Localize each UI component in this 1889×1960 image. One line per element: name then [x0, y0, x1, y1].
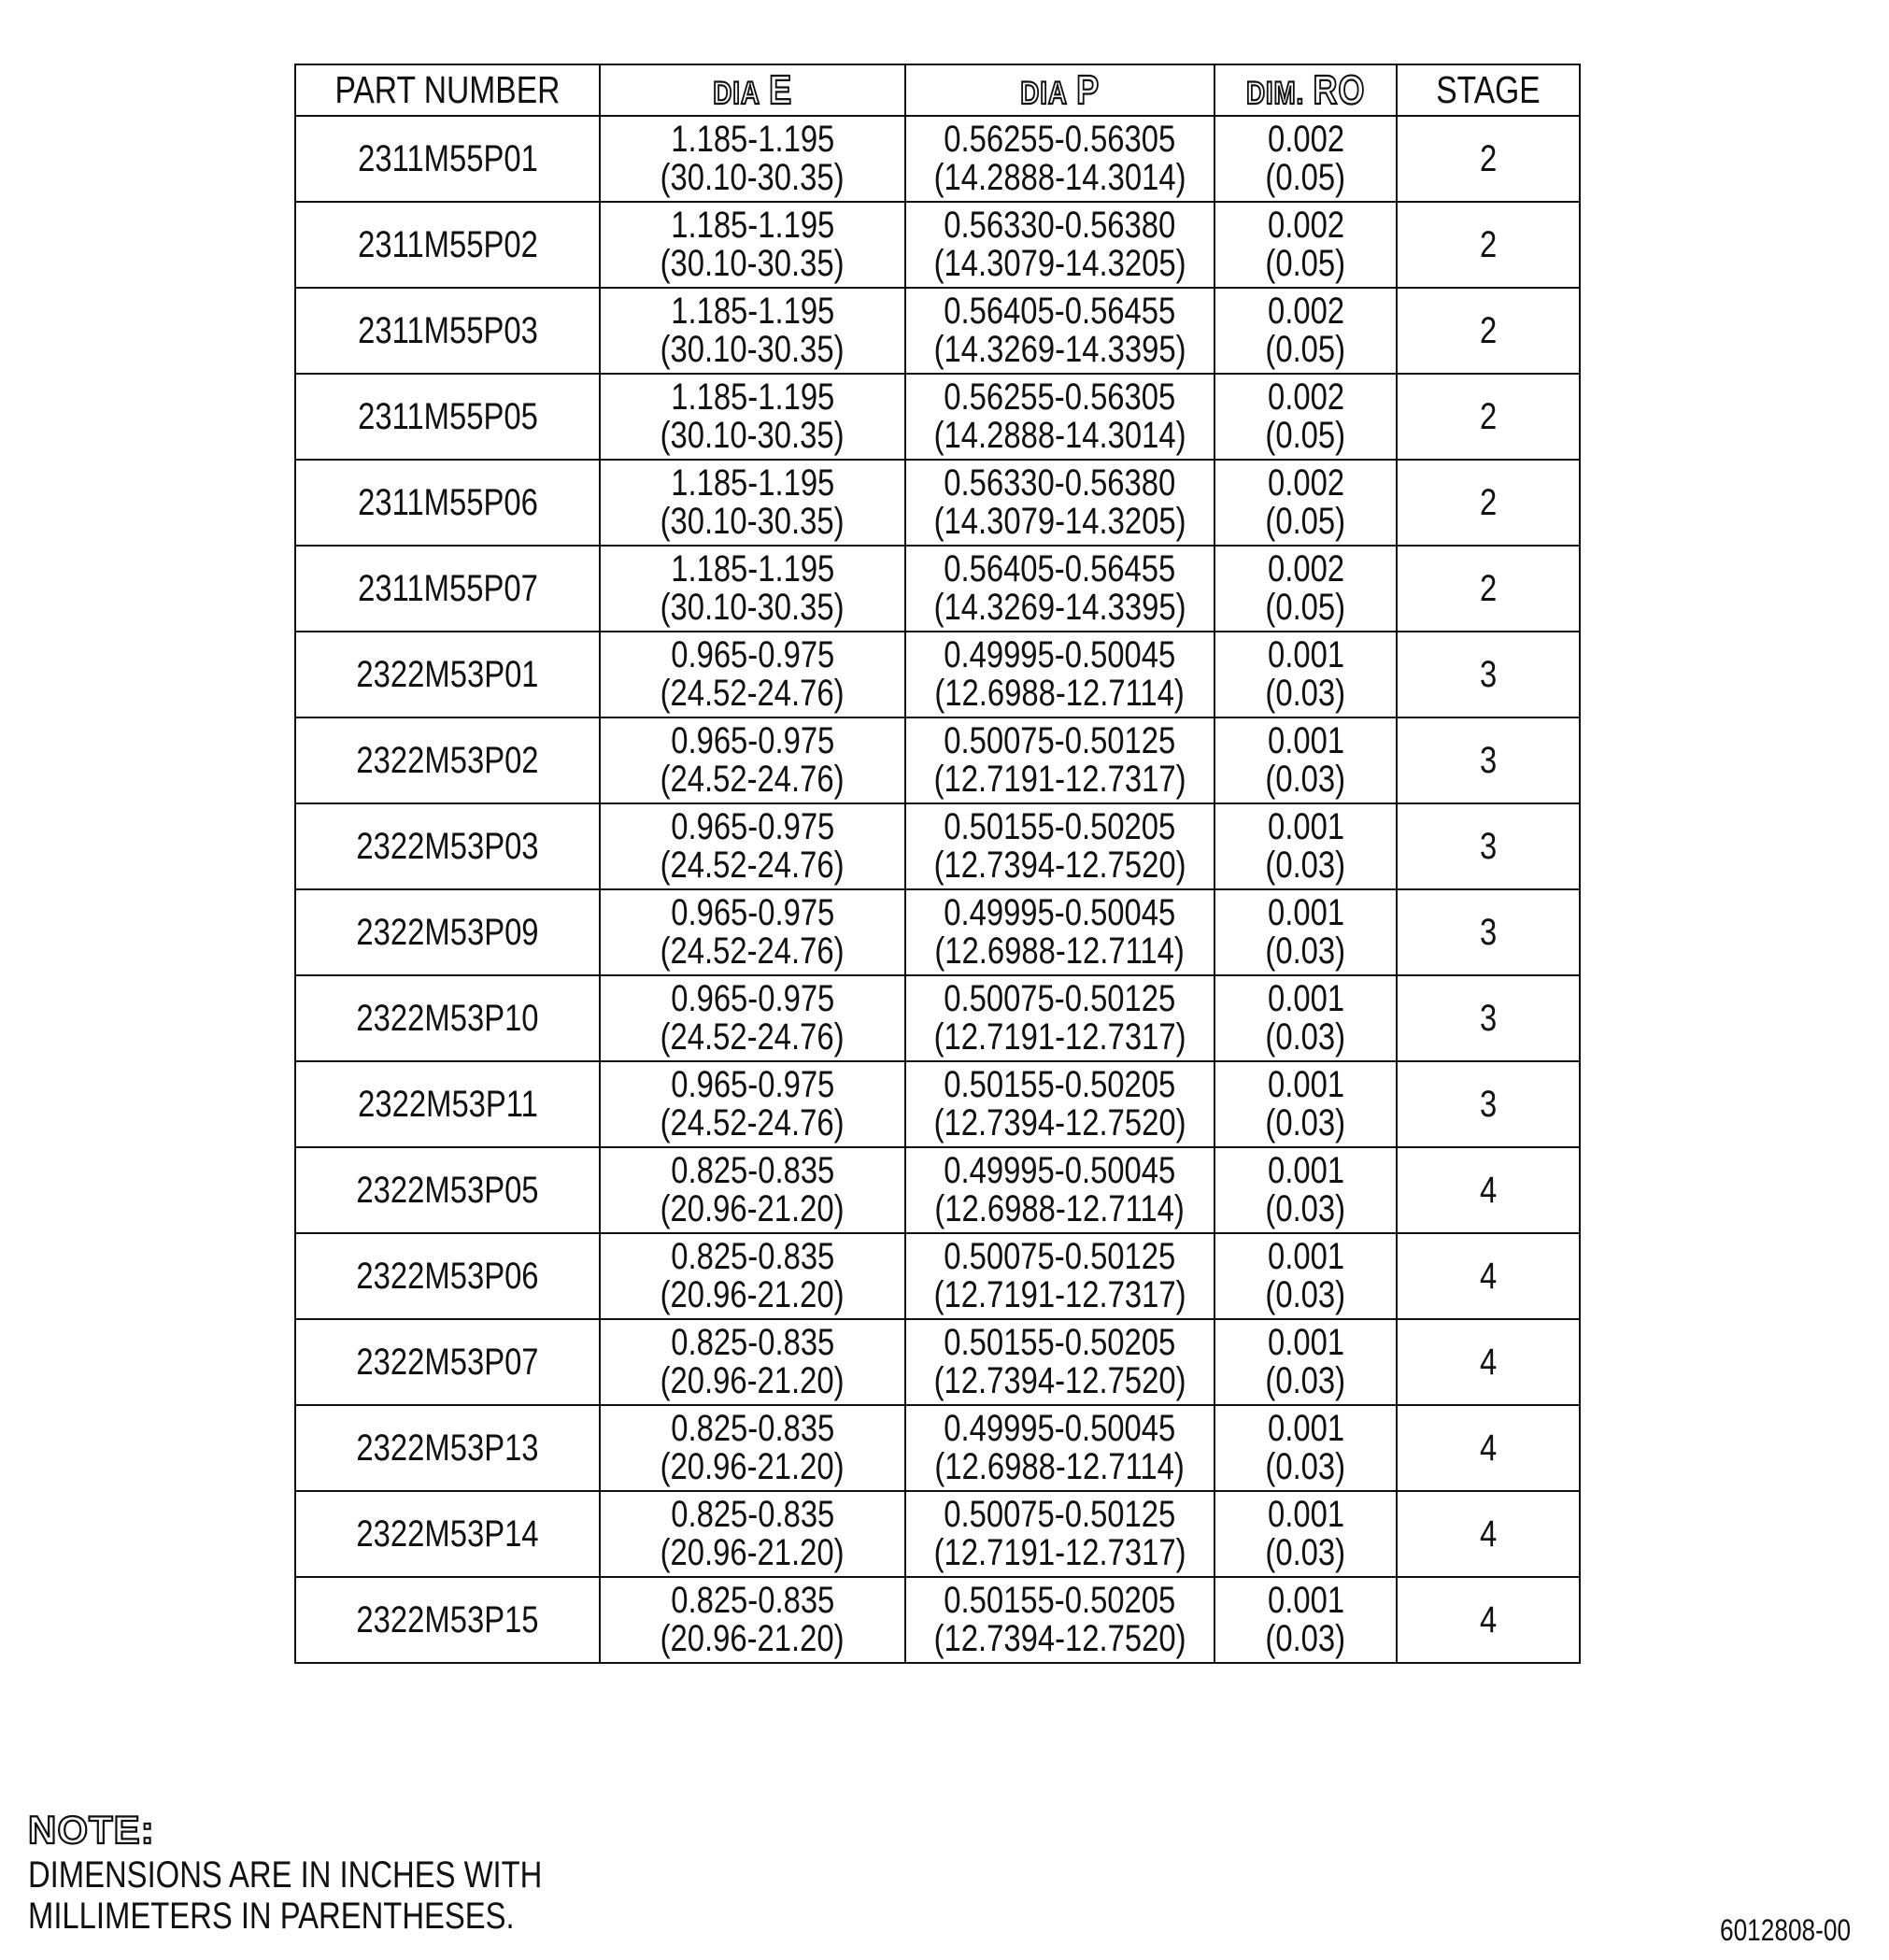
cell-dia-p: 0.50155-0.50205 (12.7394-12.7520)	[905, 803, 1214, 889]
cell-dim-ro: 0.001 (0.03)	[1214, 1061, 1397, 1147]
cell-stage: 2	[1397, 202, 1580, 288]
note-block	[28, 1810, 655, 1937]
header-dia-p-prefix: DIA	[1020, 75, 1068, 111]
cell-part-number: 2322M53P11	[295, 1061, 600, 1147]
cell-dia-e: 0.965-0.975 (24.52-24.76)	[600, 1061, 905, 1147]
cell-stage: 4	[1397, 1405, 1580, 1491]
cell-dia-e: 1.185-1.195 (30.10-30.35)	[600, 116, 905, 202]
cell-part-number: 2322M53P06	[295, 1233, 600, 1319]
cell-stage: 4	[1397, 1233, 1580, 1319]
cell-stage: 2	[1397, 546, 1580, 632]
cell-dia-p: 0.56330-0.56380 (14.3079-14.3205)	[905, 202, 1214, 288]
cell-dim-ro: 0.001 (0.03)	[1214, 717, 1397, 803]
cell-dia-e: 0.825-0.835 (20.96-21.20)	[600, 1233, 905, 1319]
cell-part-number: 2322M53P03	[295, 803, 600, 889]
cell-dia-p: 0.50155-0.50205 (12.7394-12.7520)	[905, 1061, 1214, 1147]
cell-dim-ro: 0.002 (0.05)	[1214, 202, 1397, 288]
cell-dia-p: 0.49995-0.50045 (12.6988-12.7114)	[905, 1405, 1214, 1491]
cell-stage: 3	[1397, 975, 1580, 1061]
cell-dim-ro: 0.002 (0.05)	[1214, 374, 1397, 460]
cell-dia-e: 0.825-0.835 (20.96-21.20)	[600, 1405, 905, 1491]
cell-dia-e: 0.825-0.835 (20.96-21.20)	[600, 1147, 905, 1233]
cell-dia-e: 0.965-0.975 (24.52-24.76)	[600, 975, 905, 1061]
cell-part-number: 2322M53P01	[295, 632, 600, 717]
cell-dia-e: 1.185-1.195 (30.10-30.35)	[600, 460, 905, 546]
table-row	[295, 1319, 1580, 1405]
table-header-row	[295, 64, 1580, 116]
cell-part-number: 2322M53P05	[295, 1147, 600, 1233]
table-row	[295, 546, 1580, 632]
cell-dia-e: 1.185-1.195 (30.10-30.35)	[600, 546, 905, 632]
table-row	[295, 1233, 1580, 1319]
cell-dim-ro: 0.001 (0.03)	[1214, 632, 1397, 717]
cell-dia-e: 0.825-0.835 (20.96-21.20)	[600, 1491, 905, 1577]
cell-dia-p: 0.50155-0.50205 (12.7394-12.7520)	[905, 1577, 1214, 1663]
cell-dia-p: 0.56255-0.56305 (14.2888-14.3014)	[905, 374, 1214, 460]
cell-stage: 2	[1397, 460, 1580, 546]
cell-part-number: 2322M53P07	[295, 1319, 600, 1405]
cell-dia-p: 0.49995-0.50045 (12.6988-12.7114)	[905, 632, 1214, 717]
cell-dim-ro: 0.002 (0.05)	[1214, 116, 1397, 202]
cell-dim-ro: 0.001 (0.03)	[1214, 889, 1397, 975]
cell-dia-p: 0.56405-0.56455 (14.3269-14.3395)	[905, 546, 1214, 632]
table-row	[295, 803, 1580, 889]
dimensions-table	[294, 64, 1581, 1664]
drawing-id: 6012808-00	[1720, 1913, 1852, 1947]
cell-dia-p: 0.56405-0.56455 (14.3269-14.3395)	[905, 288, 1214, 374]
cell-dia-e: 1.185-1.195 (30.10-30.35)	[600, 288, 905, 374]
table-row	[295, 632, 1580, 717]
header-dia-e-prefix: DIA	[713, 75, 760, 111]
table-row	[295, 975, 1580, 1061]
cell-dia-p: 0.49995-0.50045 (12.6988-12.7114)	[905, 889, 1214, 975]
note-line-1: DIMENSIONS ARE IN INCHES WITH	[28, 1854, 543, 1896]
header-dim-ro	[1214, 64, 1397, 116]
table-row	[295, 202, 1580, 288]
table-row	[295, 1061, 1580, 1147]
cell-dim-ro: 0.001 (0.03)	[1214, 803, 1397, 889]
cell-stage: 3	[1397, 717, 1580, 803]
table-row	[295, 374, 1580, 460]
cell-part-number: 2322M53P13	[295, 1405, 600, 1491]
cell-dia-e: 0.825-0.835 (20.96-21.20)	[600, 1577, 905, 1663]
cell-stage: 4	[1397, 1319, 1580, 1405]
cell-stage: 2	[1397, 288, 1580, 374]
cell-part-number: 2322M53P15	[295, 1577, 600, 1663]
cell-stage: 2	[1397, 374, 1580, 460]
table-row	[295, 288, 1580, 374]
header-stage: STAGE	[1397, 64, 1580, 116]
cell-dim-ro: 0.001 (0.03)	[1214, 1233, 1397, 1319]
table-row	[295, 889, 1580, 975]
table-row	[295, 1147, 1580, 1233]
cell-dim-ro: 0.001 (0.03)	[1214, 1577, 1397, 1663]
cell-dim-ro: 0.002 (0.05)	[1214, 546, 1397, 632]
cell-part-number: 2311M55P01	[295, 116, 600, 202]
table-body	[295, 116, 1580, 1663]
cell-part-number: 2322M53P10	[295, 975, 600, 1061]
cell-stage: 3	[1397, 803, 1580, 889]
cell-stage: 3	[1397, 632, 1580, 717]
note-line-2: MILLIMETERS IN PARENTHESES.	[28, 1896, 515, 1937]
header-part-number: PART NUMBER	[295, 64, 600, 116]
cell-dia-e: 0.965-0.975 (24.52-24.76)	[600, 717, 905, 803]
cell-dim-ro: 0.001 (0.03)	[1214, 975, 1397, 1061]
table-row	[295, 1405, 1580, 1491]
cell-stage: 4	[1397, 1577, 1580, 1663]
cell-dia-e: 0.965-0.975 (24.52-24.76)	[600, 803, 905, 889]
cell-dia-e: 0.965-0.975 (24.52-24.76)	[600, 889, 905, 975]
cell-part-number: 2311M55P05	[295, 374, 600, 460]
cell-part-number: 2311M55P06	[295, 460, 600, 546]
cell-dim-ro: 0.002 (0.05)	[1214, 460, 1397, 546]
cell-stage: 3	[1397, 889, 1580, 975]
cell-stage: 4	[1397, 1491, 1580, 1577]
note-title: NOTE:	[28, 1808, 155, 1852]
cell-part-number: 2311M55P03	[295, 288, 600, 374]
cell-dia-p: 0.56330-0.56380 (14.3079-14.3205)	[905, 460, 1214, 546]
cell-dim-ro: 0.002 (0.05)	[1214, 288, 1397, 374]
cell-part-number: 2311M55P02	[295, 202, 600, 288]
cell-dia-e: 0.825-0.835 (20.96-21.20)	[600, 1319, 905, 1405]
cell-dia-e: 1.185-1.195 (30.10-30.35)	[600, 374, 905, 460]
cell-part-number: 2322M53P02	[295, 717, 600, 803]
cell-dia-p: 0.50075-0.50125 (12.7191-12.7317)	[905, 1233, 1214, 1319]
cell-dim-ro: 0.001 (0.03)	[1214, 1405, 1397, 1491]
table-row	[295, 717, 1580, 803]
cell-stage: 3	[1397, 1061, 1580, 1147]
table-row	[295, 1577, 1580, 1663]
cell-stage: 2	[1397, 116, 1580, 202]
cell-dia-p: 0.50075-0.50125 (12.7191-12.7317)	[905, 1491, 1214, 1577]
header-dia-e-letter: E	[768, 66, 792, 113]
cell-stage: 4	[1397, 1147, 1580, 1233]
table-row	[295, 1491, 1580, 1577]
cell-dim-ro: 0.001 (0.03)	[1214, 1147, 1397, 1233]
cell-part-number: 2322M53P09	[295, 889, 600, 975]
cell-part-number: 2311M55P07	[295, 546, 600, 632]
cell-dia-p: 0.50155-0.50205 (12.7394-12.7520)	[905, 1319, 1214, 1405]
cell-dia-p: 0.49995-0.50045 (12.6988-12.7114)	[905, 1147, 1214, 1233]
table-row	[295, 460, 1580, 546]
table-row	[295, 116, 1580, 202]
cell-dim-ro: 0.001 (0.03)	[1214, 1491, 1397, 1577]
header-dim-ro-prefix: DIM.	[1246, 75, 1305, 111]
header-dia-p-letter: P	[1076, 66, 1100, 113]
header-dia-p	[905, 64, 1214, 116]
cell-dia-e: 1.185-1.195 (30.10-30.35)	[600, 202, 905, 288]
cell-dia-p: 0.56255-0.56305 (14.2888-14.3014)	[905, 116, 1214, 202]
cell-dia-p: 0.50075-0.50125 (12.7191-12.7317)	[905, 975, 1214, 1061]
header-dia-e	[600, 64, 905, 116]
cell-part-number: 2322M53P14	[295, 1491, 600, 1577]
cell-dia-p: 0.50075-0.50125 (12.7191-12.7317)	[905, 717, 1214, 803]
header-dim-ro-letter: RO	[1313, 66, 1366, 113]
cell-dia-e: 0.965-0.975 (24.52-24.76)	[600, 632, 905, 717]
cell-dim-ro: 0.001 (0.03)	[1214, 1319, 1397, 1405]
